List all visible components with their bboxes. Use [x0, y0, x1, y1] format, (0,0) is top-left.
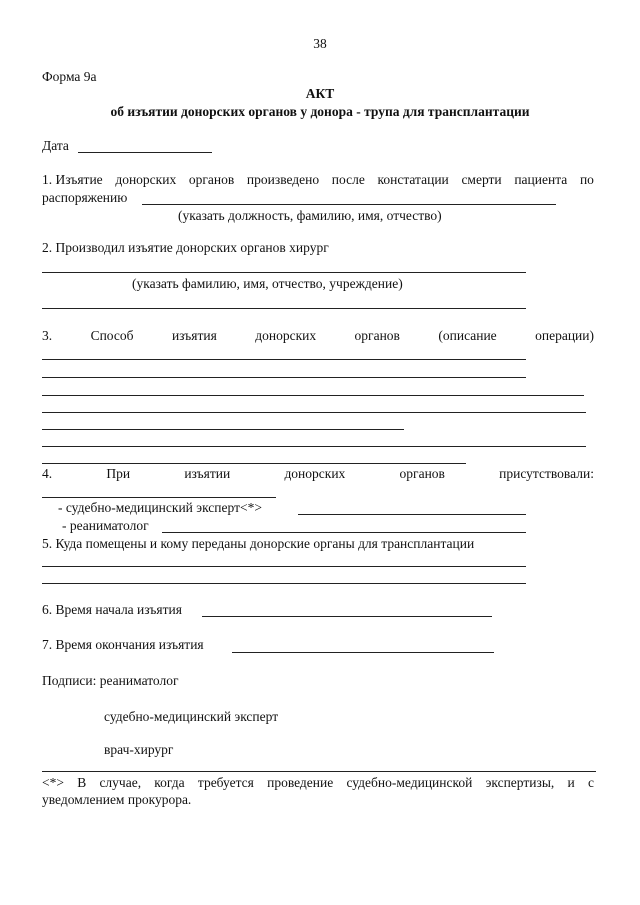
- footnote-line2: уведомлением прокурора.: [42, 792, 192, 807]
- form-label: Форма 9а: [42, 69, 97, 84]
- item4-resuscitator-label: - реаниматолог: [62, 518, 149, 533]
- item4-expert-field[interactable]: [298, 514, 526, 515]
- item7-field[interactable]: [232, 652, 494, 653]
- footnote-word: и: [567, 775, 575, 790]
- item1-word: смерти: [461, 172, 502, 187]
- item3-word: донорских: [255, 328, 317, 343]
- item3-word: 3.: [42, 328, 53, 343]
- footnote-divider: [42, 771, 596, 772]
- item4-line1: [42, 466, 594, 482]
- signature-surgeon: врач-хирург: [104, 742, 174, 757]
- item3-line1: [42, 328, 594, 344]
- item3-field-2[interactable]: [42, 377, 526, 378]
- page-number: 38: [313, 36, 327, 51]
- item4-word: изъятии: [184, 466, 231, 481]
- item3-field-1[interactable]: [42, 359, 526, 360]
- document-title: АКТ: [305, 86, 335, 101]
- item1-line2: распоряжению: [42, 190, 128, 205]
- item1-word: пациента: [514, 172, 568, 187]
- item4-word: При: [106, 466, 131, 481]
- footnote-word: проведение: [267, 775, 334, 790]
- footnote-word: требуется: [197, 775, 254, 790]
- item1-word: после: [331, 172, 365, 187]
- item4-word: органов: [399, 466, 445, 481]
- item4-expert-label: - судебно-медицинский эксперт<*>: [58, 500, 262, 515]
- item2-field-1[interactable]: [42, 272, 526, 273]
- signature-expert: судебно-медицинский эксперт: [104, 709, 279, 724]
- item2-field-2[interactable]: [42, 308, 526, 309]
- item4-resuscitator-field[interactable]: [162, 532, 526, 533]
- item3-field-5[interactable]: [42, 429, 404, 430]
- footnote-word: случае,: [99, 775, 142, 790]
- item3-word: Способ: [90, 328, 134, 343]
- footnote-word: <*>: [42, 775, 64, 790]
- item6-field[interactable]: [202, 616, 492, 617]
- item3-word: операции): [535, 328, 594, 343]
- item5-field-2[interactable]: [42, 583, 526, 584]
- item7-text: 7. Время окончания изъятия: [42, 637, 204, 652]
- footnote-line1: [42, 775, 594, 791]
- signatures-label: Подписи: реаниматолог: [42, 673, 179, 688]
- item3-field-4[interactable]: [42, 412, 586, 413]
- item4-field-1[interactable]: [42, 497, 276, 498]
- document-subtitle: об изъятии донорских органов у донора - трупа для трансплантации: [110, 104, 530, 119]
- item3-word: органов: [354, 328, 400, 343]
- footnote-word: когда: [154, 775, 185, 790]
- item3-field-7[interactable]: [42, 463, 466, 464]
- item3-field-6[interactable]: [42, 446, 586, 447]
- item4-word: присутствовали:: [499, 466, 594, 481]
- item1-word: органов: [188, 172, 235, 187]
- item3-field-3[interactable]: [42, 395, 584, 396]
- item3-word: (описание: [438, 328, 497, 343]
- item6-text: 6. Время начала изъятия: [42, 602, 182, 617]
- item1-word: 1. Изъятие: [42, 172, 103, 187]
- item4-word: донорских: [284, 466, 346, 481]
- footnote-word: судебно-медицинской: [346, 775, 473, 790]
- item1-hint: (указать должность, фамилию, имя, отчество): [178, 208, 442, 223]
- item1-field[interactable]: [142, 204, 556, 205]
- item4-word: 4.: [42, 466, 53, 481]
- item2-text: 2. Производил изъятие донорских органов хирург: [42, 240, 329, 255]
- item1-word: донорских: [115, 172, 177, 187]
- item5-field-1[interactable]: [42, 566, 526, 567]
- date-field[interactable]: [78, 152, 212, 153]
- item1-line1: [42, 172, 594, 188]
- item3-word: изъятия: [171, 328, 217, 343]
- item5-text: 5. Куда помещены и кому переданы донорские органы для трансплантации: [42, 536, 475, 551]
- item1-word: констатации: [377, 172, 449, 187]
- footnote-word: В: [77, 775, 87, 790]
- item1-word: произведено: [246, 172, 320, 187]
- footnote-word: с: [587, 775, 594, 790]
- item2-hint: (указать фамилию, имя, отчество, учреждение): [132, 276, 403, 291]
- item1-word: по: [579, 172, 594, 187]
- footnote-word: экспертизы,: [485, 775, 555, 790]
- date-label: Дата: [42, 138, 69, 153]
